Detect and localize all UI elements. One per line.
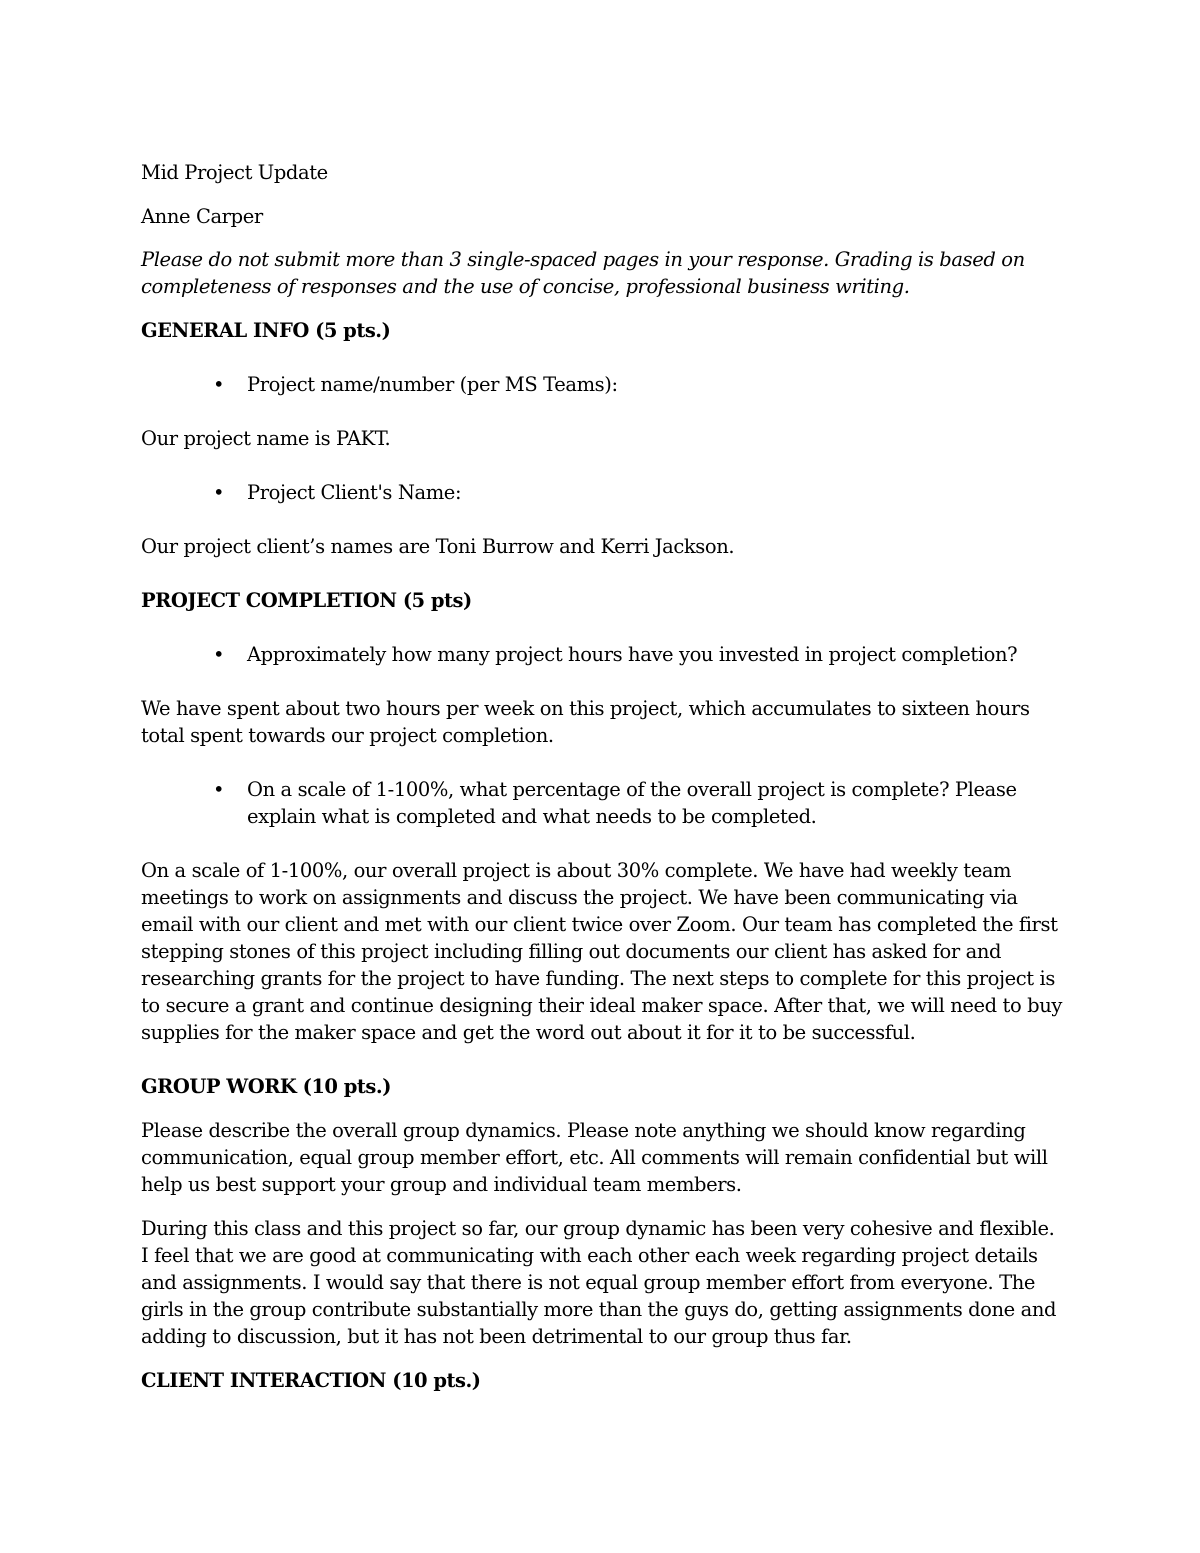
- section-heading-group-work: GROUP WORK (10 pts.): [141, 1075, 391, 1098]
- question-item: [141, 641, 1066, 668]
- answer-text: We have spent about two hours per week on this project, which accumulates to sixteen hours total spent towards our project completion.: [141, 697, 1030, 747]
- document-title: Mid Project Update: [141, 161, 328, 184]
- answer-text: Our project name is PAKT.: [141, 427, 391, 450]
- answer-text: During this class and this project so far, our group dynamic has been very cohesive and flexible. I feel that we are good at communicating with each other each week regarding project details and assignments. I would say that there is not equal group member effort from everyone. The girls in the group contribute substantially more than the guys do, getting assignments done and adding to discussion, but it has not been detrimental to our group thus far.: [141, 1217, 1057, 1348]
- bullet-icon: •: [213, 373, 225, 396]
- question-item: [141, 776, 1066, 830]
- question-list: [141, 641, 1066, 668]
- question-text: Project name/number (per MS Teams):: [247, 373, 618, 396]
- section-heading-general-info: GENERAL INFO (5 pts.): [141, 319, 391, 342]
- instructions-text: Please do not submit more than 3 single-spaced pages in your response. Grading is based on completeness of responses and the use of concise, professional business writing.: [141, 248, 1025, 298]
- question-list: [141, 776, 1066, 830]
- question-item: [141, 479, 1066, 506]
- answer-text: Our project client’s names are Toni Burrow and Kerri Jackson.: [141, 535, 735, 558]
- question-list: [141, 479, 1066, 506]
- author-name: Anne Carper: [141, 205, 263, 228]
- section-heading-client-interaction: CLIENT INTERACTION (10 pts.): [141, 1369, 481, 1392]
- answer-text: On a scale of 1-100%, our overall project is about 30% complete. We have had weekly team meetings to work on assignments and discuss the project. We have been communicating via email with our client and met with our client twice over Zoom. Our team has completed the first stepping stones of this project including filling out documents our client has asked for and researching grants for the project to have funding. The next steps to complete for this project is to secure a grant and continue designing their ideal maker space. After that, we will need to buy supplies for the maker space and get the word out about it for it to be successful.: [141, 859, 1062, 1044]
- bullet-icon: •: [213, 481, 225, 504]
- section-heading-project-completion: PROJECT COMPLETION (5 pts): [141, 589, 472, 612]
- bullet-icon: •: [213, 778, 225, 801]
- question-text: On a scale of 1-100%, what percentage of the overall project is complete? Please explain what is completed and what needs to be completed.: [247, 778, 1017, 828]
- question-list: [141, 371, 1066, 398]
- question-item: [141, 371, 1066, 398]
- bullet-icon: •: [213, 643, 225, 666]
- question-text: Project Client's Name:: [247, 481, 462, 504]
- document-body: [141, 159, 1066, 1421]
- question-text: Approximately how many project hours have you invested in project completion?: [247, 643, 1018, 666]
- group-work-prompt: Please describe the overall group dynamics. Please note anything we should know regarding communication, equal group member effort, etc. All comments will remain confidential but will help us best support your group and individual team members.: [141, 1119, 1048, 1196]
